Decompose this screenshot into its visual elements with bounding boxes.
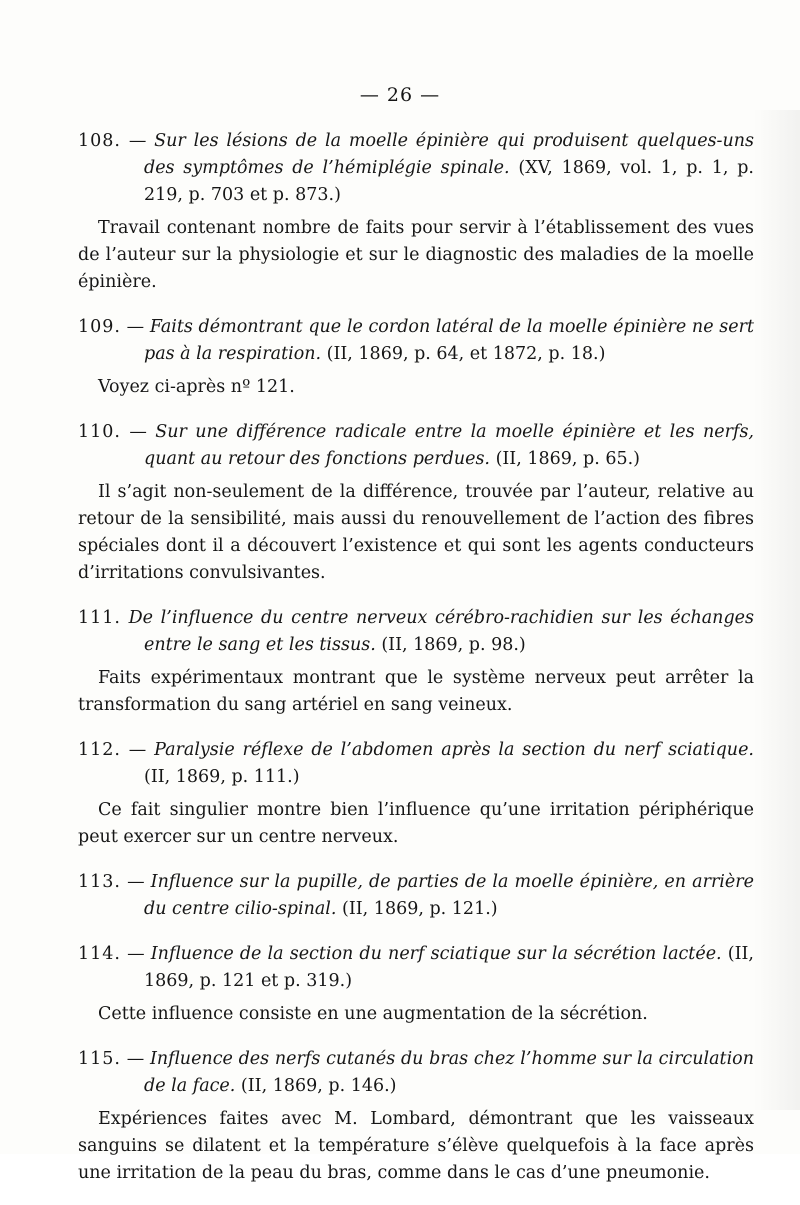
entry-description: Il s’agit non-seulement de la différence, trouvée par l’auteur, relative au retour de la sensibilité, mais aussi du renouvellement de l’action des fibres spéciales dont il a découvert l’existence et qui sont les agents conducteurs d’irritations convulsivantes.	[78, 482, 754, 583]
entry-reference: (II, 1869, p. 121.)	[336, 899, 498, 919]
entry-reference: (II, 1869, p. 121 et p. 319.)	[144, 944, 754, 991]
entry-dash: —	[120, 131, 155, 151]
entry-dash: —	[120, 1049, 150, 1069]
entry-reference: (II, 1869, p. 146.)	[235, 1076, 397, 1096]
entry-109	[78, 314, 754, 401]
entries-list	[78, 128, 754, 1205]
entry-title: Sur les lésions de la moelle épinière qui produisent quelques-uns des symptômes de l’hémiplégie spinale.	[144, 131, 754, 178]
entry-reference: (II, 1869, p. 111.)	[144, 767, 300, 787]
entry-heading	[78, 314, 754, 368]
entry-111	[78, 605, 754, 719]
entry-description: Expériences faites avec M. Lombard, démontrant que les vaisseaux sanguins se dilatent et la température s’élève quelquefois à la face après une irritation de la peau du bras, comme dans le cas d’une pneumonie.	[78, 1109, 754, 1183]
page-edge-shadow	[754, 110, 800, 1110]
entry-number: 109.	[78, 317, 121, 337]
entry-number: 113.	[78, 872, 121, 892]
entry-112	[78, 737, 754, 851]
entry-title: Faits démontrant que le cordon latéral de la moelle épinière ne sert pas à la respiration.	[144, 317, 754, 364]
entry-dash: —	[120, 944, 151, 964]
entry-reference: (XV, 1869, vol. 1, p. 1, p. 219, p. 703 et p. 873.)	[144, 158, 754, 205]
entry-heading	[78, 419, 754, 473]
entry-title: De l’influence du centre nerveux cérébro-rachidien sur les échanges entre le sang et les tissus.	[128, 608, 754, 655]
entry-number: 114.	[78, 944, 121, 964]
entry-title: Influence de la section du nerf sciatique sur la sécrétion lactée.	[150, 944, 722, 964]
entry-heading	[78, 605, 754, 659]
entry-heading	[78, 1046, 754, 1100]
entry-description: Travail contenant nombre de faits pour servir à l’établissement des vues de l’auteur sur la physiologie et sur le diagnostic des maladies de la moelle épinière.	[78, 218, 754, 292]
entry-number: 111.	[78, 608, 121, 628]
entry-dash: —	[120, 740, 155, 760]
entry-heading	[78, 128, 754, 209]
entry-number: 112.	[78, 740, 121, 760]
entry-heading	[78, 869, 754, 923]
entry-dash: —	[120, 872, 151, 892]
entry-reference: (II, 1869, p. 65.)	[490, 449, 640, 469]
entry-heading	[78, 737, 754, 791]
entry-title: Influence des nerfs cutanés du bras chez l’homme sur la circulation de la face.	[144, 1049, 754, 1096]
page-number: — 26 —	[359, 84, 441, 106]
entry-number: 108.	[78, 131, 121, 151]
entry-dash: —	[120, 317, 150, 337]
entry-dash	[121, 608, 129, 628]
entry-113	[78, 869, 754, 923]
entry-description: Faits expérimentaux montrant que le système nerveux peut arrêter la transformation du sang artériel en sang veineux.	[78, 668, 754, 715]
entry-number: 115.	[78, 1049, 121, 1069]
entry-115	[78, 1046, 754, 1187]
entry-title: Sur une différence radicale entre la moelle épinière et les nerfs, quant au retour des fonctions perdues.	[144, 422, 754, 469]
entry-description: Ce fait singulier montre bien l’influence qu’une irritation périphérique peut exercer sur un centre nerveux.	[78, 800, 754, 847]
entry-114	[78, 941, 754, 1028]
entry-description: Voyez ci-après nº 121.	[98, 377, 295, 397]
entry-number: 110.	[78, 422, 121, 442]
entry-heading	[78, 941, 754, 995]
entry-reference: (II, 1869, p. 98.)	[375, 635, 526, 655]
entry-description: Cette influence consiste en une augmentation de la sécrétion.	[98, 1004, 648, 1024]
entry-title: Paralysie réflexe de l’abdomen après la section du nerf sciatique.	[154, 740, 754, 760]
entry-110	[78, 419, 754, 587]
entry-dash: —	[120, 422, 156, 442]
entry-108	[78, 128, 754, 296]
entry-reference: (II, 1869, p. 64, et 1872, p. 18.)	[321, 344, 606, 364]
entry-title: Influence sur la pupille, de parties de la moelle épinière, en arrière du centre cilio-spinal.	[144, 872, 754, 919]
